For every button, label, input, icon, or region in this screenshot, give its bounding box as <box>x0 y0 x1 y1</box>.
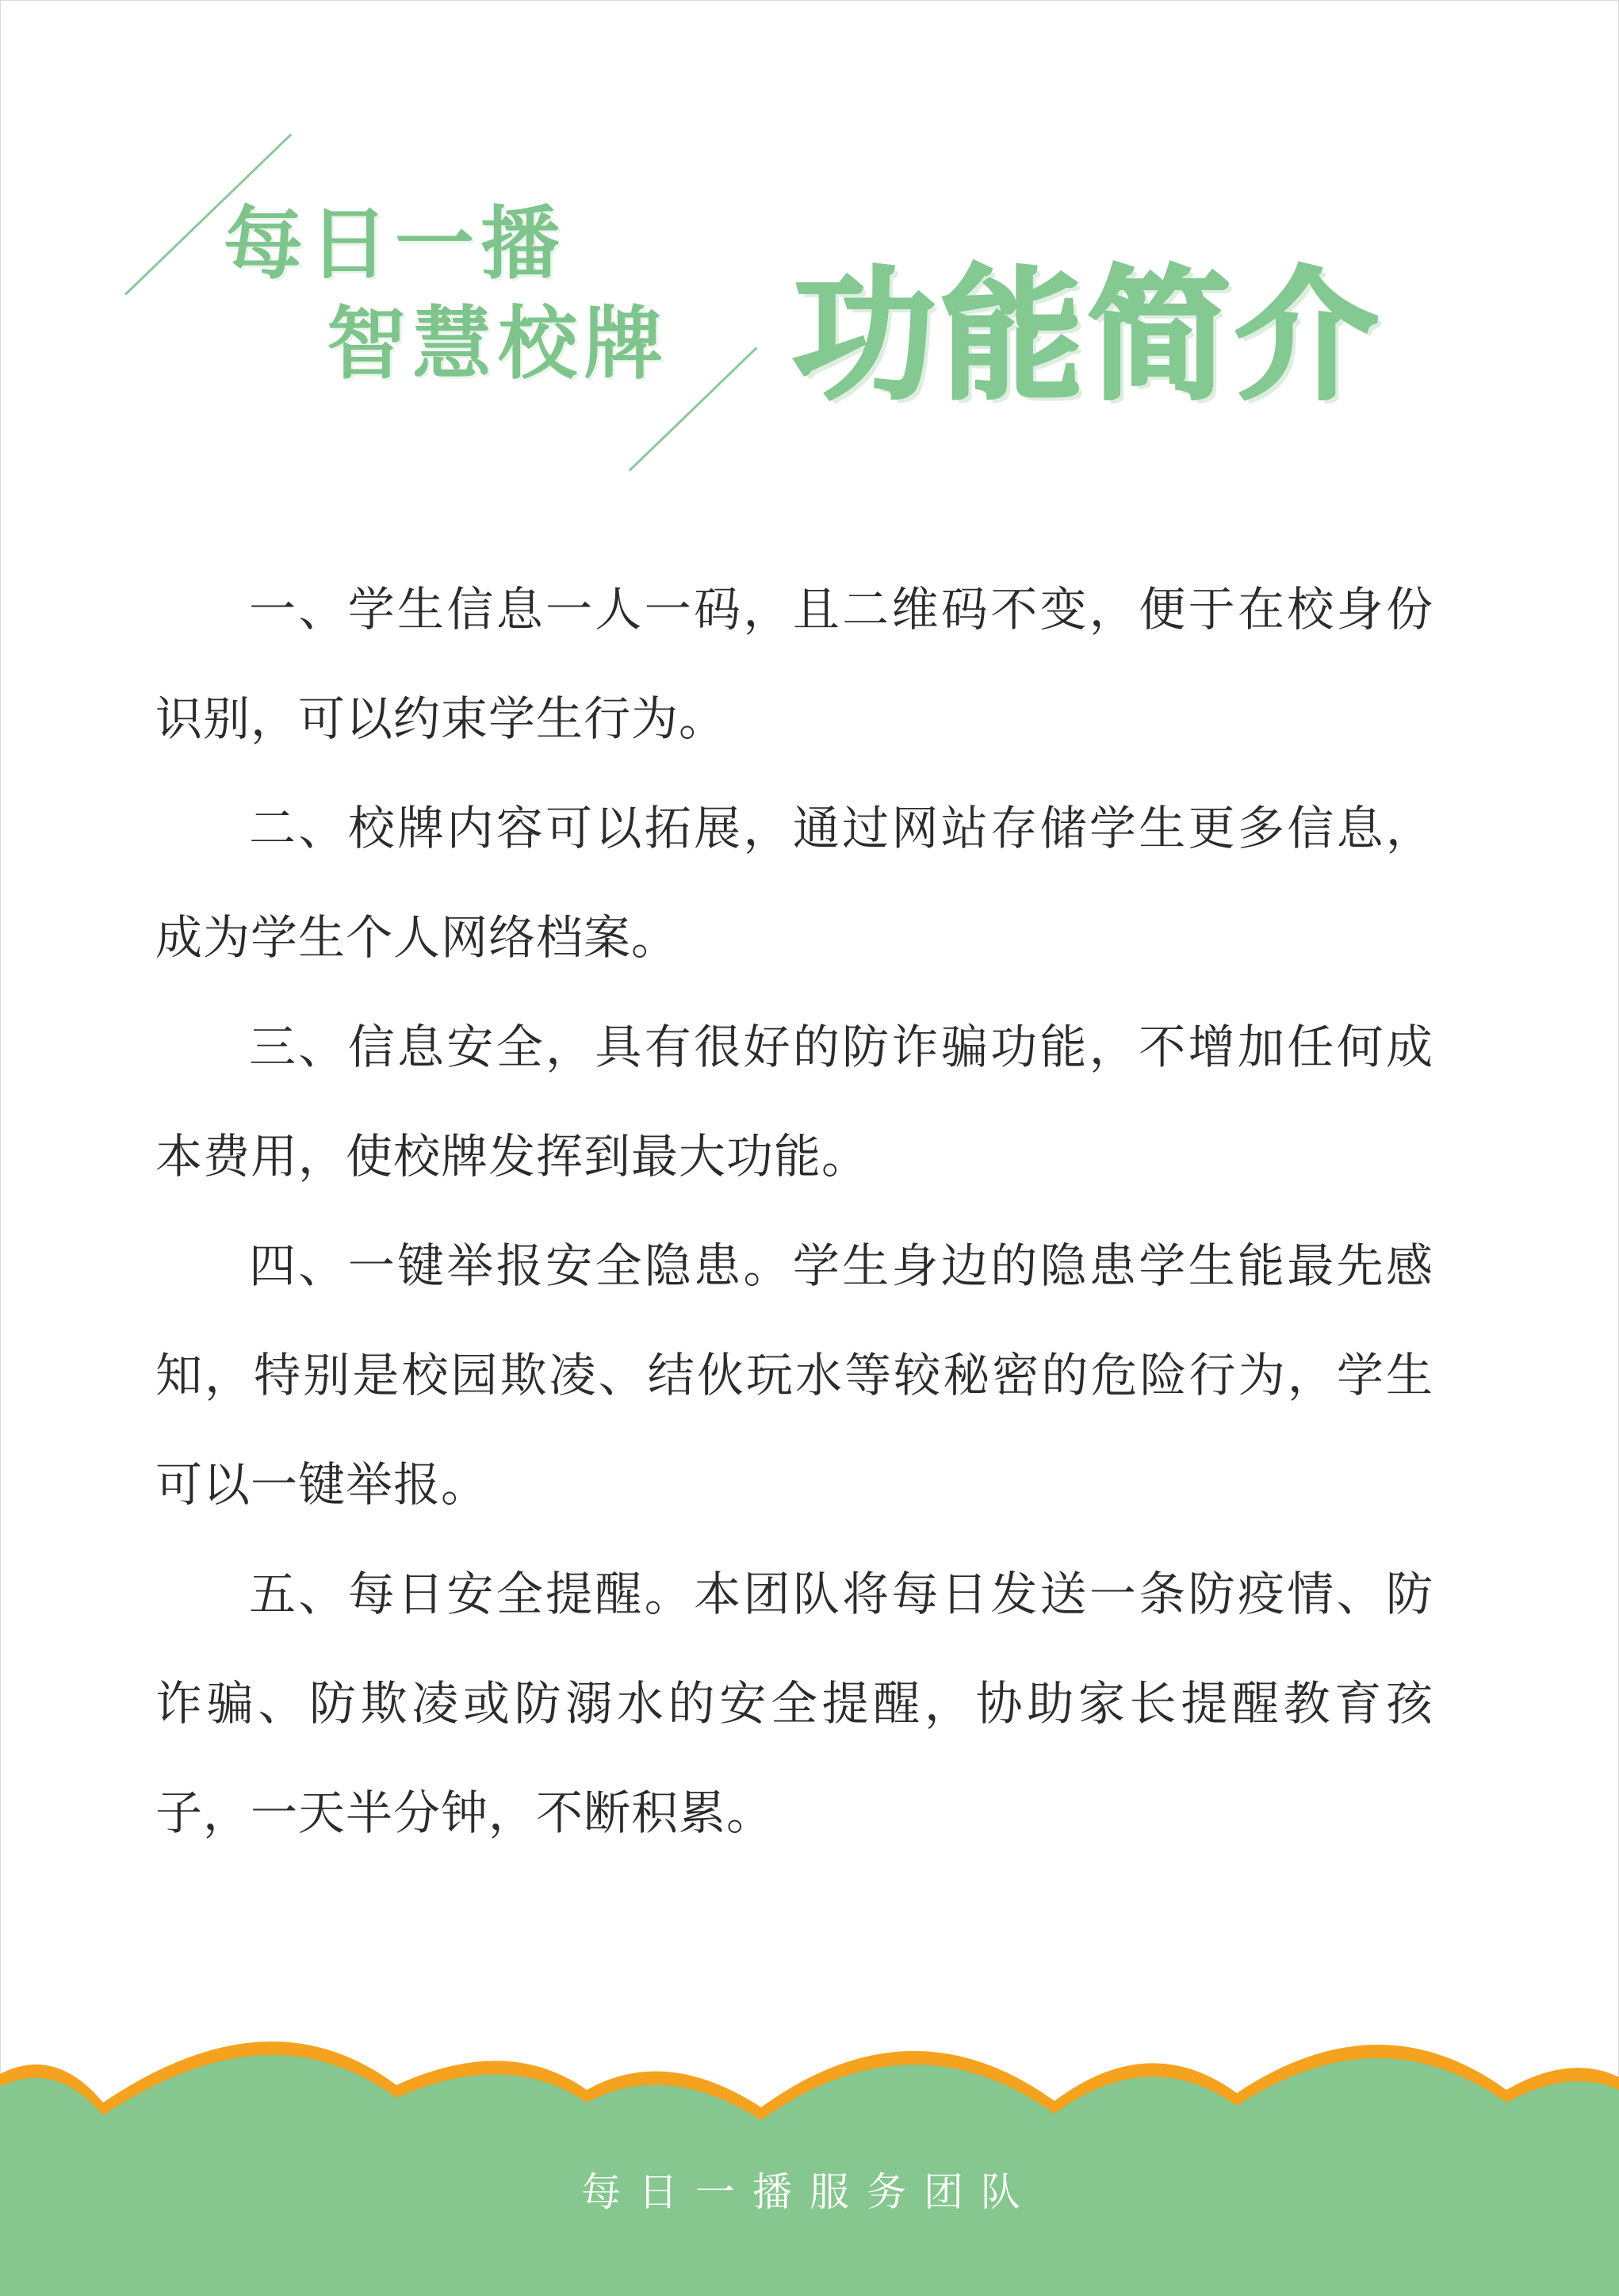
footer-team-name: 每日一播服务团队 <box>581 2169 1038 2215</box>
footer-wave-band <box>0 2014 1619 2296</box>
feature-paragraph-3: 三、信息安全，具有很好的防诈骗功能，不增加任何成本费用，使校牌发挥到最大功能。 <box>155 1020 1433 1184</box>
feature-paragraph-1: 一、学生信息一人一码，且二维码不变，便于在校身份识别，可以约束学生行为。 <box>155 582 1433 746</box>
subtitle-line-1: 每日一播 <box>224 197 566 290</box>
subtitle-line-2: 智慧校牌 <box>327 297 669 390</box>
feature-list <box>155 555 1433 1868</box>
page-title: 功能简介 <box>793 254 1384 419</box>
feature-paragraph-2: 二、校牌内容可以拓展，通过网站存储学生更多信息，成为学生个人网络档案。 <box>155 801 1433 965</box>
feature-paragraph-5: 五、每日安全提醒。本团队将每日发送一条防疫情、防诈骗、防欺凌或防溺水的安全提醒，协助家长提醒教育孩子，一天半分钟，不断积累。 <box>155 1567 1433 1840</box>
feature-paragraph-4: 四、一键举报安全隐患。学生身边的隐患学生能最先感知，特别是校园欺凌、结伙玩水等较秘密的危险行为，学生可以一键举报。 <box>155 1238 1433 1512</box>
